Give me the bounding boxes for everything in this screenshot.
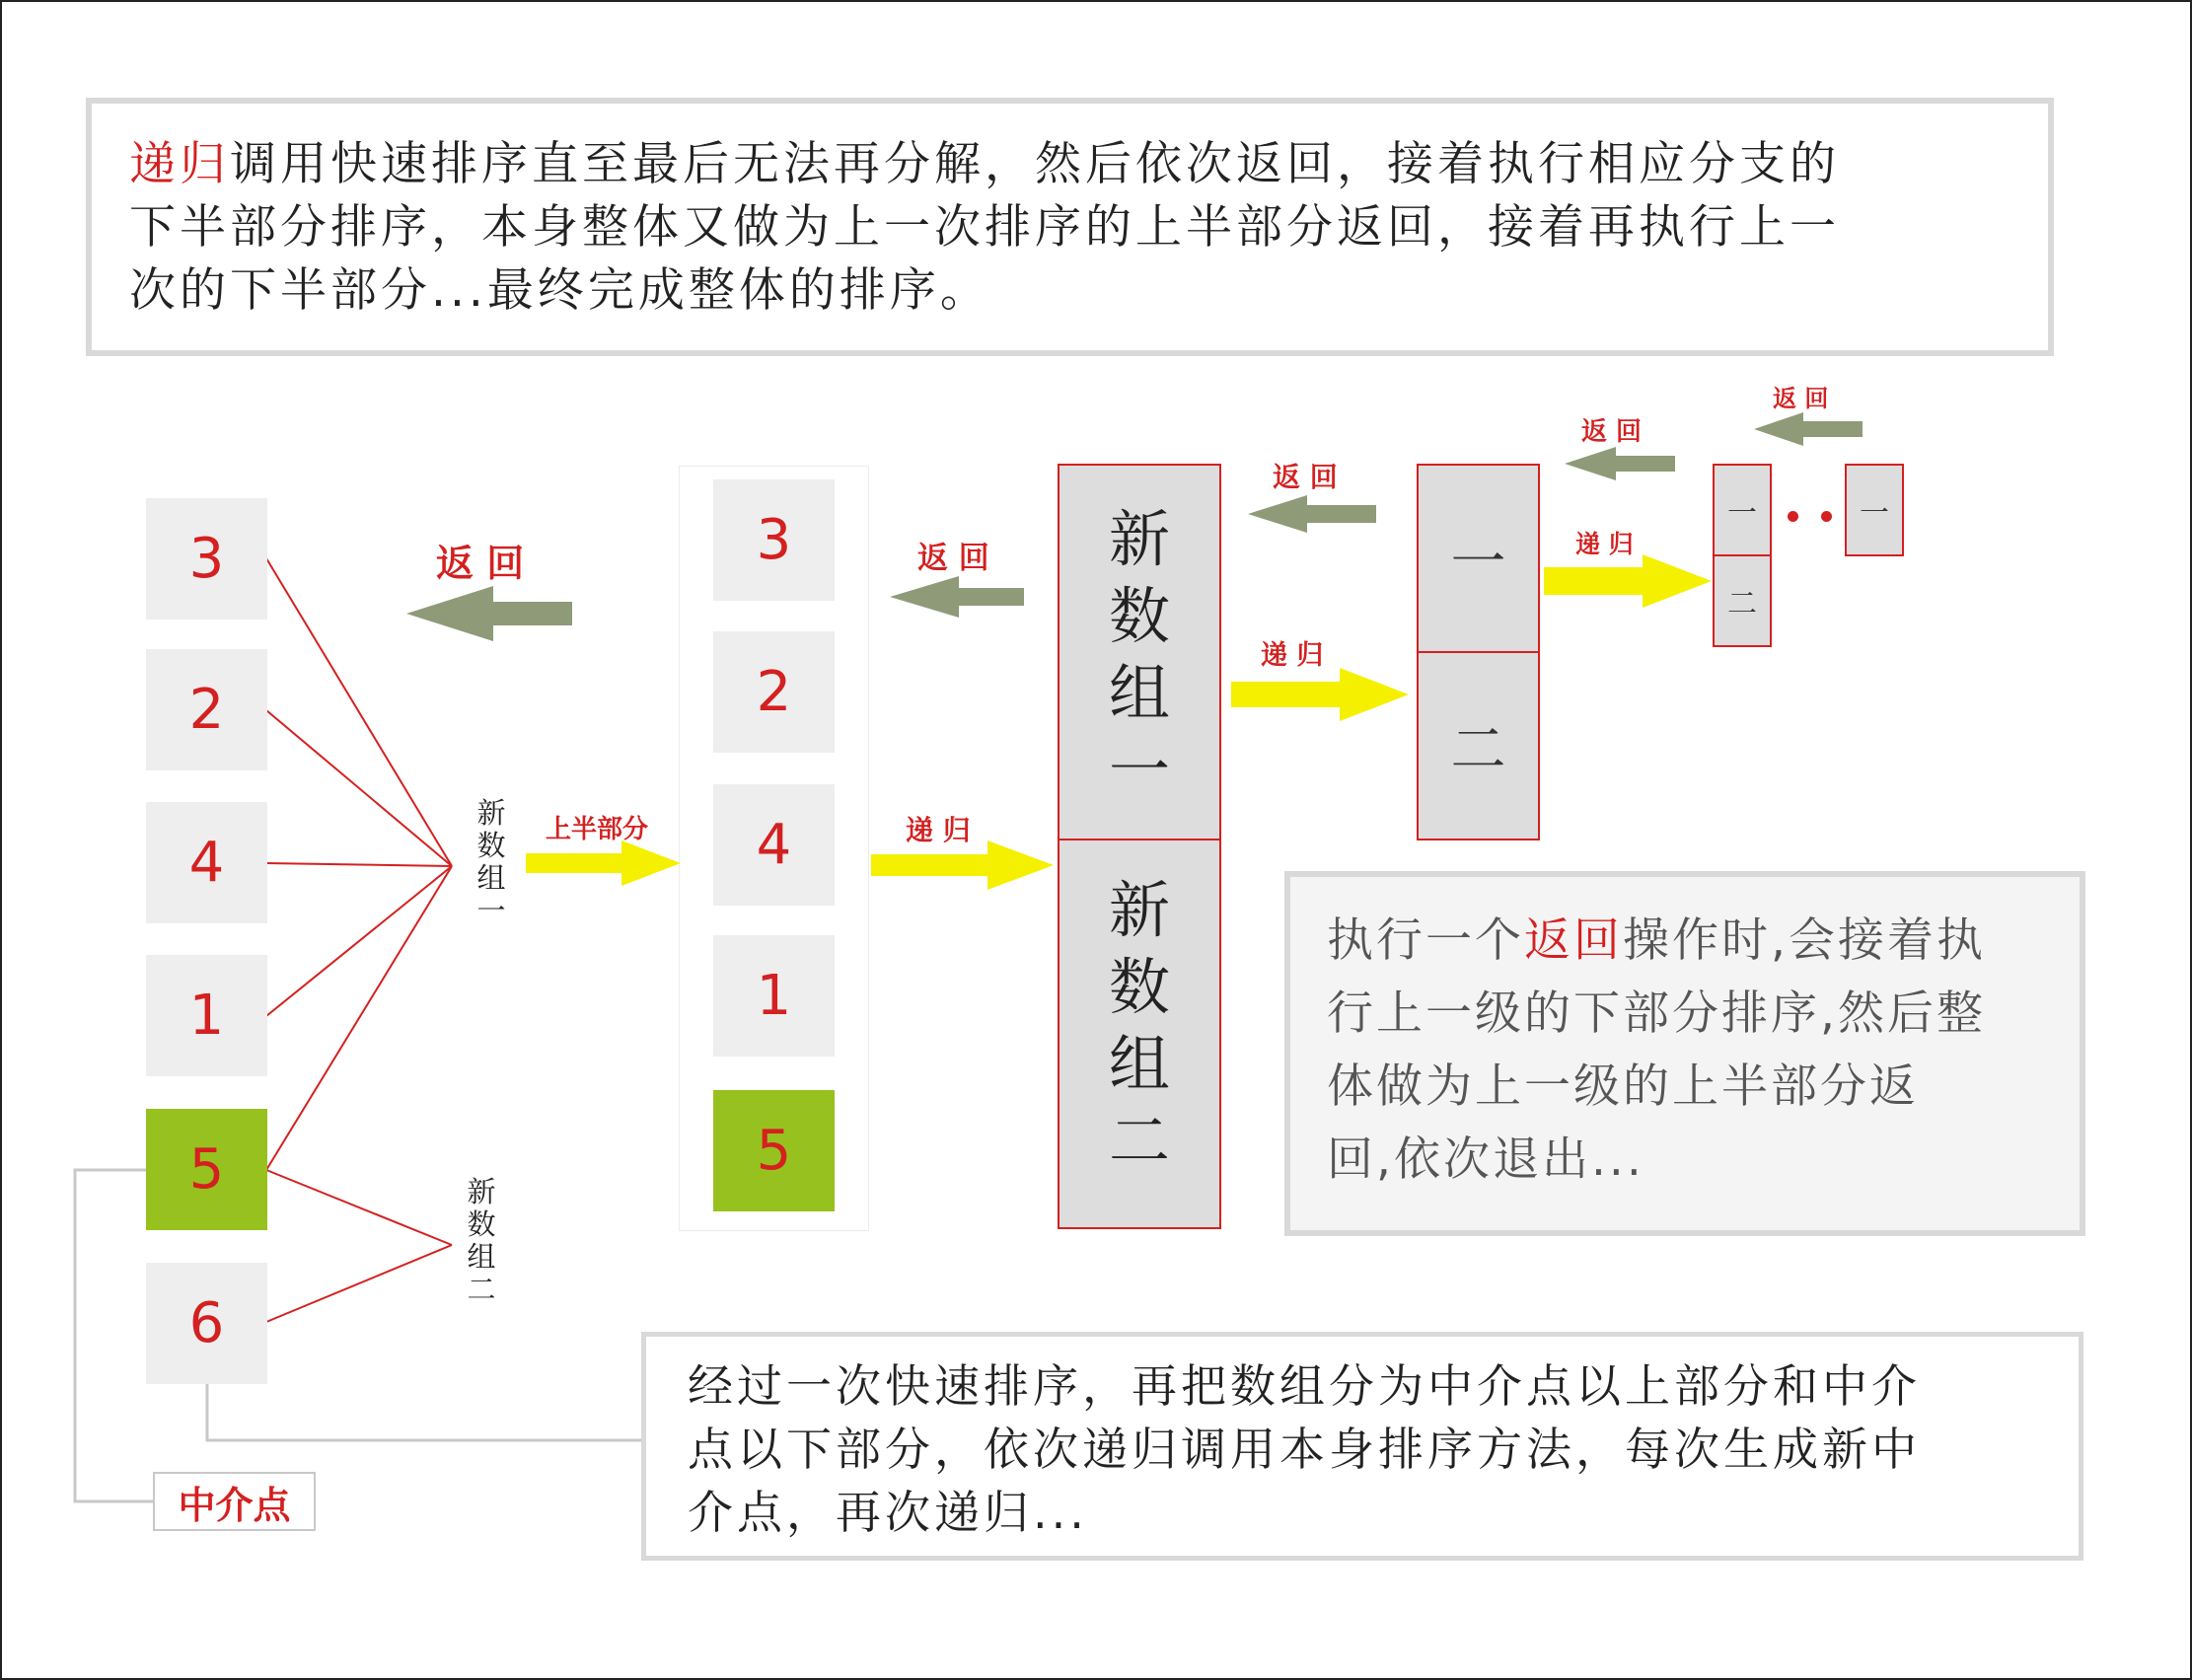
mid-array-cell-4: 4 bbox=[713, 784, 835, 906]
recurse-arrow-3 bbox=[1544, 554, 1712, 608]
label-new-group-two: 新 数 组 二 bbox=[467, 1175, 496, 1306]
panel-new-group-one bbox=[1058, 464, 1221, 840]
fan-line-2 bbox=[266, 710, 452, 866]
return-note-line-2: 行上一级的下部分排序,然后整 bbox=[1327, 986, 1986, 1041]
panel-new-group-one-text: 新 数 组 一 bbox=[1108, 503, 1170, 806]
upper-half-arrow bbox=[526, 840, 681, 886]
panel-new-group-two-text: 新 数 组 二 bbox=[1108, 874, 1170, 1177]
pivot-label: 中介点 bbox=[153, 1472, 316, 1531]
fan-line-1 bbox=[266, 866, 452, 1016]
bottom-note-line-3: 介点，再次递归... bbox=[688, 1486, 1088, 1539]
left-array-cell-3: 3 bbox=[146, 498, 267, 620]
mini-panel-one: 一 bbox=[1713, 464, 1772, 556]
left-array-cell-1: 1 bbox=[146, 955, 267, 1076]
return-arrow-5 bbox=[1754, 412, 1863, 446]
left-array-cell-5: 5 bbox=[146, 1109, 267, 1230]
return-arrow-3 bbox=[1248, 495, 1376, 533]
return-note-line-1: 执行一个返回操作时,会接着执 bbox=[1327, 913, 1986, 968]
mid-array-cell-2: 2 bbox=[713, 631, 835, 753]
mid-array-cell-3: 3 bbox=[713, 479, 835, 601]
recurse-arrow-1 bbox=[871, 840, 1054, 890]
return-label-5: 返 回 bbox=[1773, 385, 1829, 412]
mini-panel-three: 一 bbox=[1845, 464, 1904, 556]
mid-array-cell-5: 5 bbox=[713, 1090, 835, 1211]
return-label-2: 返 回 bbox=[917, 541, 989, 576]
return-arrow-4 bbox=[1565, 447, 1675, 480]
note-connector bbox=[207, 1384, 643, 1440]
upper-half-label: 上半部分 bbox=[546, 815, 649, 844]
bottom-note-text bbox=[688, 1354, 2059, 1544]
return-note-box bbox=[1284, 871, 2085, 1236]
recurse-arrow-2 bbox=[1231, 668, 1409, 721]
bottom-note-line-1: 经过一次快速排序，再把数组分为中介点以上部分和中介 bbox=[688, 1359, 1921, 1413]
bottom-note-box bbox=[641, 1332, 2083, 1561]
return-label-1: 返 回 bbox=[436, 542, 525, 585]
fan-line-4 bbox=[266, 863, 452, 866]
sub-panel-two: 二 bbox=[1417, 651, 1540, 840]
left-array-cell-2: 2 bbox=[146, 649, 267, 770]
fan-line-5-down bbox=[266, 1170, 452, 1245]
return-note-line-3: 体做为上一级的上半部分返 bbox=[1327, 1059, 1919, 1114]
recurse-label-2: 递 归 bbox=[1261, 640, 1324, 671]
top-note-line-3: 次的下半部分...最终完成整体的排序。 bbox=[129, 263, 990, 318]
return-arrow-2 bbox=[890, 576, 1024, 618]
ellipsis-dots bbox=[1784, 507, 1843, 527]
top-note-line-2: 下半部分排序，本身整体又做为上一次排序的上半部分返回，接着再执行上一 bbox=[129, 200, 1840, 255]
ellipsis-dot-2 bbox=[1821, 511, 1832, 522]
top-note-keyword: 递归 bbox=[129, 137, 230, 191]
return-note-line-4: 回,依次退出... bbox=[1327, 1132, 1644, 1187]
recurse-label-3: 递 归 bbox=[1575, 530, 1634, 558]
left-array-cell-6: 6 bbox=[146, 1263, 267, 1384]
return-label-4: 返 回 bbox=[1581, 417, 1643, 447]
ellipsis-dot-1 bbox=[1788, 511, 1798, 522]
fan-line-5-up bbox=[266, 866, 452, 1170]
bottom-note-line-2: 点以下部分，依次递归调用本身排序方法，每次生成新中 bbox=[688, 1423, 1921, 1476]
top-note-line-1: 递归调用快速排序直至最后无法再分解，然后依次返回，接着执行相应分支的 bbox=[129, 137, 1840, 191]
left-array-cell-4: 4 bbox=[146, 802, 267, 923]
panel-new-group-two bbox=[1058, 839, 1221, 1229]
sub-panel-one: 一 bbox=[1417, 464, 1540, 653]
return-note-text bbox=[1327, 905, 2057, 1197]
label-new-group-one: 新 数 组 一 bbox=[476, 796, 506, 927]
return-label-3: 返 回 bbox=[1273, 461, 1338, 493]
pivot-connector bbox=[75, 1170, 155, 1501]
mini-panel-two: 二 bbox=[1713, 554, 1772, 647]
return-arrow-1 bbox=[406, 586, 572, 641]
recurse-label-1: 递 归 bbox=[906, 814, 971, 846]
return-note-keyword: 返回 bbox=[1524, 913, 1623, 968]
fan-line-6 bbox=[266, 1245, 452, 1322]
mid-array-cell-1: 1 bbox=[713, 935, 835, 1057]
